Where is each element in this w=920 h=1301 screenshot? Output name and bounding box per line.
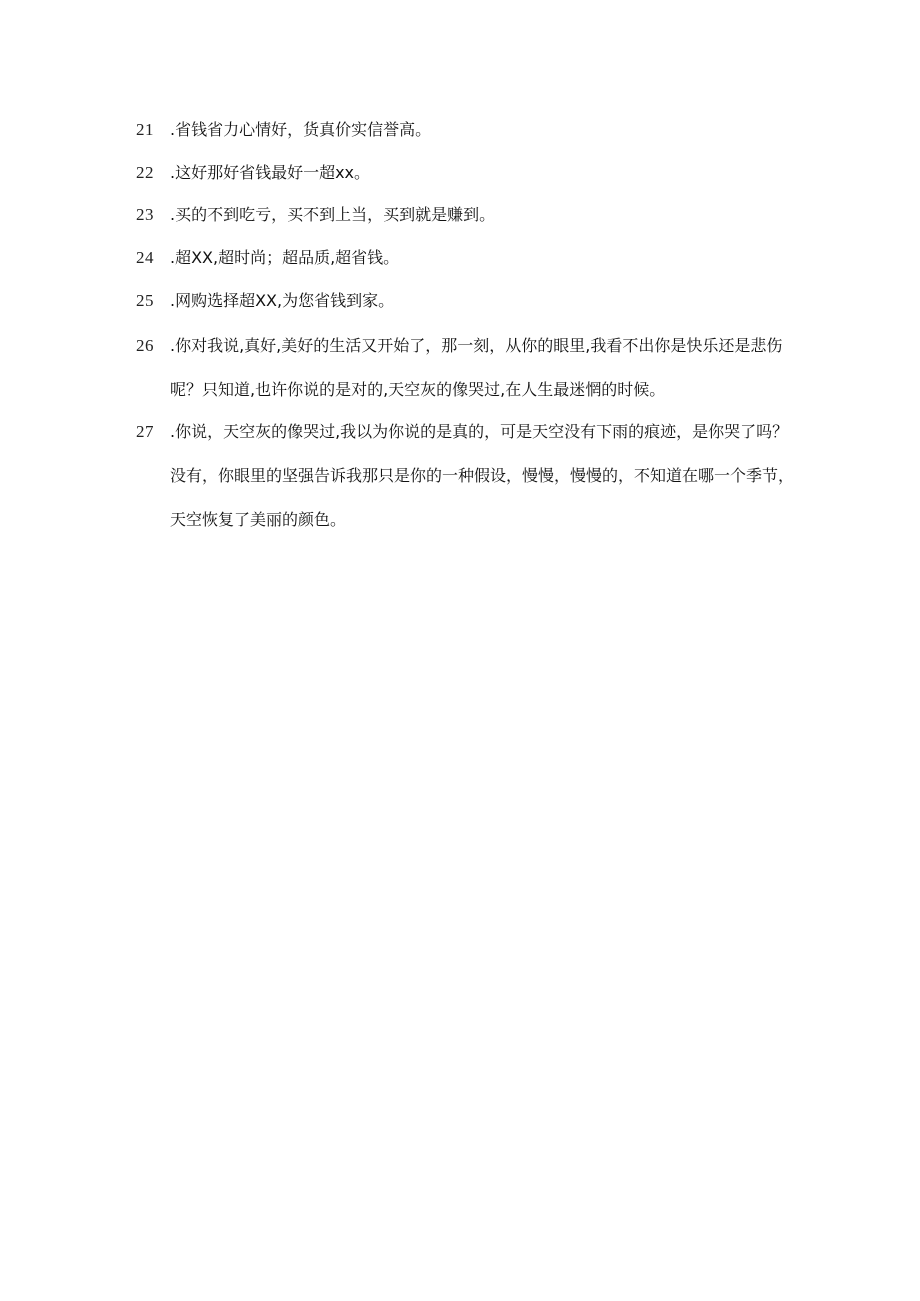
list-item — [136, 324, 796, 412]
item-text: .这好那好省钱最好一超xx。 — [170, 163, 371, 182]
list-item — [136, 108, 796, 152]
list-item — [136, 279, 796, 323]
item-number: 24 — [136, 248, 154, 267]
item-number: 23 — [136, 205, 154, 224]
list-item — [136, 410, 796, 542]
item-number: 27 — [136, 422, 154, 441]
item-text: .超XX,超时尚；超品质,超省钱。 — [170, 248, 400, 267]
item-number: 26 — [136, 336, 154, 355]
item-number: 25 — [136, 291, 154, 310]
item-text: .网购选择超XX,为您省钱到家。 — [170, 291, 395, 310]
item-text: .买的不到吃亏，买不到上当，买到就是赚到。 — [170, 205, 496, 224]
item-number: 22 — [136, 163, 154, 182]
item-text: .你对我说,真好,美好的生活又开始了，那一刻，从你的眼里,我看不出你是快乐还是悲伤呢？只知道,也许你说的是对的,天空灰的像哭过,在人生最迷惘的时候。 — [170, 336, 783, 399]
item-number: 21 — [136, 120, 154, 139]
list-item — [136, 236, 796, 280]
list-item — [136, 151, 796, 195]
list-item — [136, 193, 796, 237]
item-text: .你说，天空灰的像哭过,我以为你说的是真的，可是天空没有下雨的痕迹，是你哭了吗？没有，你眼里的坚强告诉我那只是你的一种假设，慢慢，慢慢的，不知道在哪一个季节，天空恢复了美丽的颜色。 — [170, 422, 795, 529]
item-text: .省钱省力心情好，货真价实信誉高。 — [170, 120, 432, 139]
